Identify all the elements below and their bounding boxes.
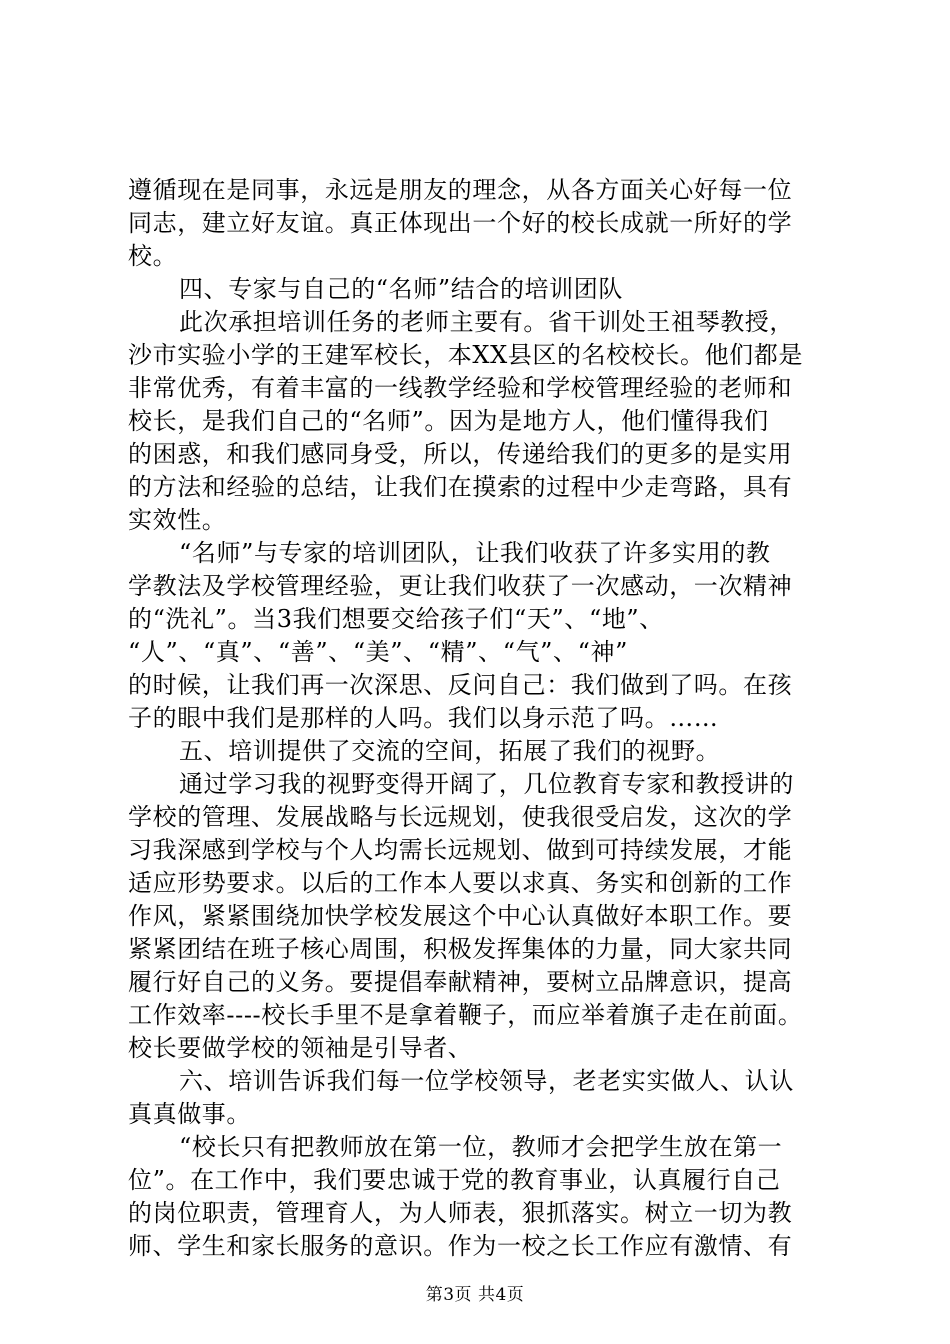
text-line: 校长，是我们自己的“名师”。因为是地方人，他们懂得我们 bbox=[128, 407, 769, 435]
text-line: 紧紧团结在班子核心周围，积极发挥集体的力量，同大家共同 bbox=[128, 935, 793, 963]
text-line: 的方法和经验的总结，让我们在摸索的过程中少走弯路，具有 bbox=[128, 473, 793, 501]
text-line: 校。 bbox=[128, 242, 178, 270]
text-line: 五、培训提供了交流的空间，拓展了我们的视野。 bbox=[179, 737, 721, 765]
text-line: 真真做事。 bbox=[128, 1100, 251, 1128]
text-line: 实效性。 bbox=[128, 506, 227, 534]
text-line: 六、培训告诉我们每一位学校领导，老老实实做人、认认 bbox=[179, 1067, 794, 1095]
text-line: 的时候，让我们再一次深思、反问自己：我们做到了吗。在孩 bbox=[128, 671, 793, 699]
text-line: 工作效率----校长手里不是拿着鞭子，而应举着旗子走在前面。 bbox=[128, 1001, 803, 1029]
text-line: 位”。在工作中，我们要忠诚于党的教育事业，认真履行自己 bbox=[128, 1166, 781, 1194]
text-line: “校长只有把教师放在第一位，教师才会把学生放在第一 bbox=[179, 1133, 783, 1161]
text-line: 的“洗礼”。当3我们想要交给孩子们“天”、“地”、 bbox=[128, 605, 664, 633]
text-line: 学校的管理、发展战略与长远规划，使我很受启发，这次的学 bbox=[128, 803, 793, 831]
text-line: 履行好自己的义务。要提倡奉献精神，要树立品牌意识，提高 bbox=[128, 968, 793, 996]
text-line: 同志，建立好友谊。真正体现出一个好的校长成就一所好的学 bbox=[128, 209, 793, 237]
text-line: 师、学生和家长服务的意识。作为一校之长工作应有激情、有 bbox=[128, 1232, 793, 1260]
text-line: 作风，紧紧围绕加快学校发展这个中心认真做好本职工作。要 bbox=[128, 902, 793, 930]
text-line: 四、专家与自己的“名师”结合的培训团队 bbox=[179, 275, 623, 303]
text-line: “人”、“真”、“善”、“美”、“精”、“气”、“神” bbox=[128, 638, 628, 666]
text-line: “名师”与专家的培训团队，让我们收获了许多实用的教 bbox=[179, 539, 771, 567]
text-line: 通过学习我的视野变得开阔了，几位教育专家和教授讲的 bbox=[179, 770, 794, 798]
text-line: 的困惑，和我们感同身受，所以，传递给我们的更多的是实用 bbox=[128, 440, 793, 468]
text-line: 子的眼中我们是那样的人吗。我们以身示范了吗。…… bbox=[128, 704, 719, 732]
text-line: 的岗位职责，管理育人，为人师表，狠抓落实。树立一切为教 bbox=[128, 1199, 793, 1227]
text-line: 习我深感到学校与个人均需长远规划、做到可持续发展，才能 bbox=[128, 836, 793, 864]
text-line: 非常优秀，有着丰富的一线教学经验和学校管理经验的老师和 bbox=[128, 374, 793, 402]
text-line: 校长要做学校的领袖是引导者、 bbox=[128, 1034, 473, 1062]
text-line: 适应形势要求。以后的工作本人要以求真、务实和创新的工作 bbox=[128, 869, 793, 897]
text-line: 学教法及学校管理经验，更让我们收获了一次感动，一次精神 bbox=[128, 572, 793, 600]
text-line: 沙市实验小学的王建军校长，本XX县区的名校校长。他们都是 bbox=[128, 341, 803, 369]
page-footer: 第3页 共4页 bbox=[425, 1285, 525, 1305]
text-line: 此次承担培训任务的老师主要有。省干训处王祖琴教授， bbox=[179, 308, 794, 336]
text-line: 遵循现在是同事，永远是朋友的理念，从各方面关心好每一位 bbox=[128, 176, 793, 204]
document-body bbox=[128, 174, 850, 1263]
